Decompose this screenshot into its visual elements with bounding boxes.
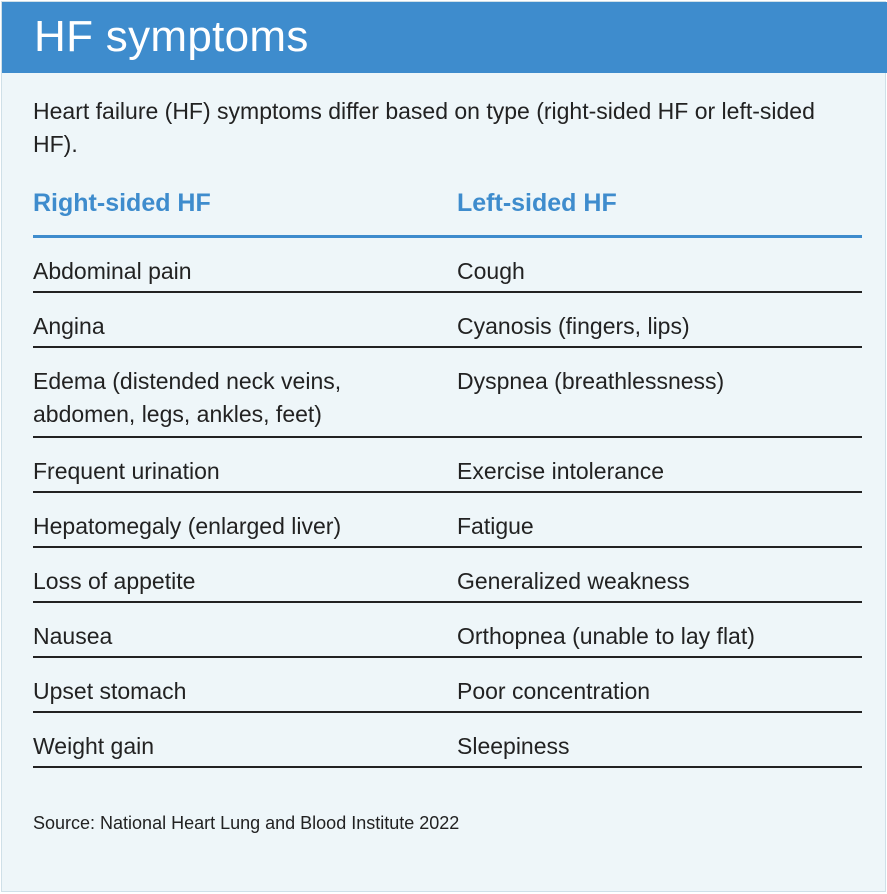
table-row bbox=[33, 293, 862, 348]
table-row bbox=[33, 493, 862, 548]
left-sided-symptom: Dyspnea (breathlessness) bbox=[457, 368, 725, 394]
right-sided-symptom: Edema (distended neck veins, abdomen, legs, ankles, feet) bbox=[33, 368, 342, 427]
left-sided-symptom: Fatigue bbox=[457, 513, 534, 539]
table-row bbox=[33, 658, 862, 713]
left-sided-symptom: Exercise intolerance bbox=[457, 458, 665, 484]
table-row bbox=[33, 438, 862, 493]
table-row bbox=[33, 348, 862, 438]
left-sided-symptom: Sleepiness bbox=[457, 733, 570, 759]
right-sided-symptom: Abdominal pain bbox=[33, 258, 192, 284]
column-header-right-sided: Right-sided HF bbox=[33, 189, 211, 217]
column-header-left-sided: Left-sided HF bbox=[457, 189, 617, 217]
table-row bbox=[33, 603, 862, 658]
left-sided-symptom: Poor concentration bbox=[457, 678, 651, 704]
symptoms-table bbox=[33, 238, 862, 768]
left-sided-symptom: Generalized weakness bbox=[457, 568, 690, 594]
right-sided-symptom: Weight gain bbox=[33, 733, 155, 759]
right-sided-symptom: Nausea bbox=[33, 623, 113, 649]
table-row bbox=[33, 548, 862, 603]
left-sided-symptom: Cyanosis (fingers, lips) bbox=[457, 313, 690, 339]
right-sided-symptom: Loss of appetite bbox=[33, 568, 196, 594]
right-sided-symptom: Frequent urination bbox=[33, 458, 220, 484]
left-sided-symptom: Orthopnea (unable to lay flat) bbox=[457, 623, 755, 649]
source-citation: Source: National Heart Lung and Blood Institute 2022 bbox=[33, 813, 460, 833]
table-row bbox=[33, 238, 862, 293]
title-banner bbox=[2, 2, 887, 73]
page-title: HF symptoms bbox=[34, 12, 309, 61]
hf-symptoms-card bbox=[1, 1, 886, 892]
left-sided-symptom: Cough bbox=[457, 258, 525, 284]
table-row bbox=[33, 713, 862, 768]
right-sided-symptom: Upset stomach bbox=[33, 678, 187, 704]
intro-text: Heart failure (HF) symptoms differ based on type (right-sided HF or left-sided HF). bbox=[33, 98, 815, 157]
right-sided-symptom: Angina bbox=[33, 313, 105, 339]
right-sided-symptom: Hepatomegaly (enlarged liver) bbox=[33, 513, 342, 539]
